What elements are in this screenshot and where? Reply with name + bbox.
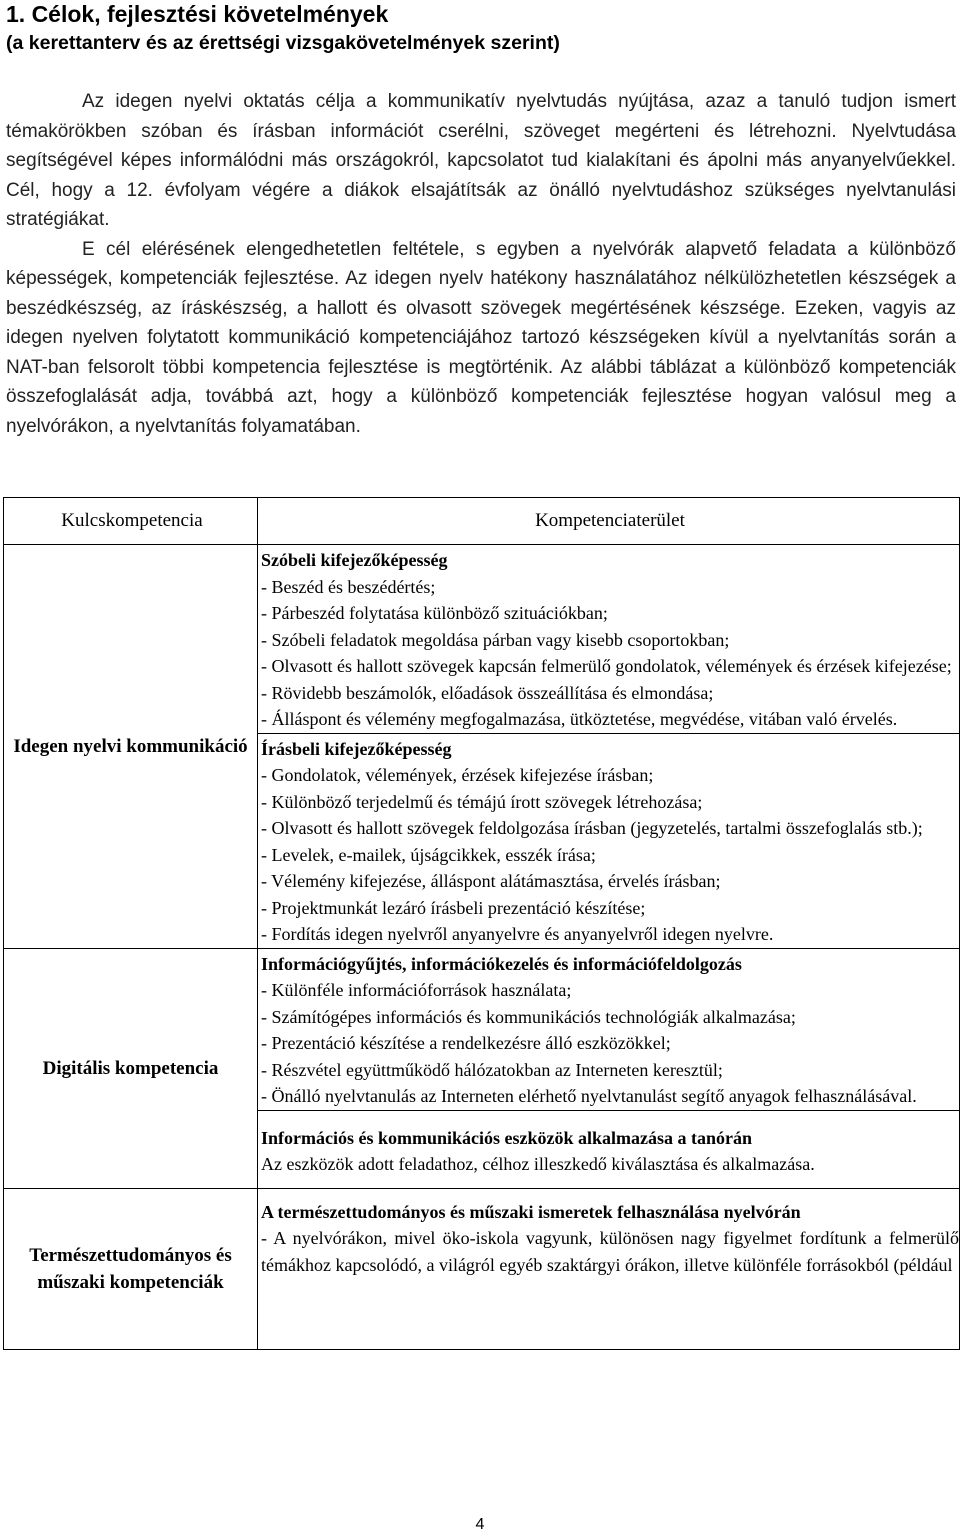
list-item: - Részvétel együttműködő hálózatokban az Interneten keresztül; <box>261 1059 723 1080</box>
intro-paragraph-2: E cél elérésének elengedhetetlen feltétele, s egyben a nyelvórák alapvető feladata a különböző képességek, kompetenciák fejlesztése. Az idegen nyelv hatékony használatához nélkülözhetetlen készségek a beszédkészség, az íráskészség, a hallott és olvasott szövegek megértésének készsége. Ezeken, vagyis az idegen nyelven folytatott kommunikáció kompetenciájához tartozó készségeken kívül a nyelvtanítás során a NAT-ban felsorolt többi kompetencia fejlesztése is megtörténik. Az alábbi táblázat a különböző kompetenciák összefoglalását adja, továbbá azt, hogy a különböző kompetenciák fejlesztése hogyan valósul meg a nyelvórákon, a nyelvtanítás folyamatában. <box>6 238 956 437</box>
list-item: - Rövidebb beszámolók, előadások összeállítása és elmondása; <box>261 682 714 703</box>
list-item: - Projektmunkát lezáró írásbeli prezentáció készítése; <box>261 897 646 918</box>
list-item: - Önálló nyelvtanulás az Interneten elérhető nyelvtanulást segítő anyagok felhasználásával. <box>261 1086 917 1106</box>
list-item: - Levelek, e-mailek, újságcikkek, esszék írása; <box>261 844 596 865</box>
competency-area-cell <box>258 1110 960 1188</box>
key-competency-cell <box>4 545 258 949</box>
competency-table <box>3 497 960 1350</box>
list-item: - Szóbeli feladatok megoldása párban vagy kisebb csoportokban; <box>261 629 730 650</box>
area-section <box>261 1125 959 1178</box>
key-competency-cell <box>4 948 258 1188</box>
area-section <box>261 736 959 948</box>
competency-area-cell <box>258 545 960 734</box>
key-competency-cell <box>4 1188 258 1349</box>
area-section-title: Információs és kommunikációs eszközök alkalmazása a tanórán <box>261 1127 753 1148</box>
area-section-title: Információgyűjtés, információkezelés és információfeldolgozás <box>261 953 742 974</box>
key-competency-label: Idegen nyelvi kommunikáció <box>13 735 248 757</box>
list-item: - Beszéd és beszédértés; <box>261 576 436 597</box>
header-competency-area: Kompetenciaterület <box>258 498 960 545</box>
table-row <box>4 948 960 1110</box>
page-number: 4 <box>475 1516 485 1533</box>
list-item: - Gondolatok, vélemények, érzések kifejezése írásban; <box>261 765 654 785</box>
list-item: - Különböző terjedelmű és témájú írott szövegek létrehozása; <box>261 791 703 812</box>
area-section-title: Szóbeli kifejezőképesség <box>261 550 448 570</box>
key-competency-label: Természettudományos és műszaki kompetenciák <box>29 1244 232 1293</box>
area-section-title: Írásbeli kifejezőképesség <box>261 738 452 759</box>
competency-area-cell <box>258 733 960 948</box>
list-item: - Olvasott és hallott szövegek kapcsán felmerülő gondolatok, vélemények és érzések kifejezése; <box>261 656 952 676</box>
list-item: - Párbeszéd folytatása különböző szituációkban; <box>261 603 608 623</box>
list-item: - Olvasott és hallott szövegek feldolgozása írásban (jegyzetelés, tartalmi összefoglalás stb.); <box>261 818 923 838</box>
area-section-title: A természettudományos és műszaki ismeretek felhasználása nyelvórán <box>261 1201 801 1222</box>
list-item: - Vélemény kifejezése, álláspont alátámasztása, érvelés írásban; <box>261 871 721 891</box>
list-item: - Prezentáció készítése a rendelkezésre álló eszközökkel; <box>261 1033 671 1053</box>
area-section <box>261 547 959 733</box>
key-competency-label: Digitális kompetencia <box>42 1057 219 1079</box>
section-title: 1. Célok, fejlesztési követelmények <box>6 1 389 27</box>
area-section <box>261 1199 959 1279</box>
list-item: - Különféle információforrások használata; <box>261 980 572 1000</box>
section-heading <box>6 0 956 58</box>
intro-text <box>6 87 956 441</box>
competency-area-cell <box>258 948 960 1110</box>
competency-area-cell <box>258 1188 960 1349</box>
table-row <box>4 545 960 734</box>
list-item: - A nyelvórákon, mivel öko-iskola vagyunk, különösen nagy figyelmet fordítunk a felmerülő témákhoz kapcsolódó, a világról egyéb szaktárgyi órákon, illetve különféle forrásokból (például <box>261 1228 959 1275</box>
list-item: - Fordítás idegen nyelvről anyanyelvre és anyanyelvről idegen nyelvre. <box>261 924 774 944</box>
table-header-row <box>4 498 960 545</box>
section-subtitle: (a kerettanterv és az érettségi vizsgakövetelmények szerint) <box>6 32 560 54</box>
intro-paragraph-1: Az idegen nyelvi oktatás célja a kommunikatív nyelvtudás nyújtása, azaz a tanuló tudjon ismert témakörökben szóban és írásban információt cserélni, szöveget megérteni és létrehozni. Nyelvtudása segítségével képes informálódni más országokról, kapcsolatot tud kialakítani és ápolni más anyanyelvűekkel. Cél, hogy a 12. évfolyam végére a diákok elsajátítsák az önálló nyelvtudáshoz szükséges nyelvtanulási stratégiákat. <box>6 91 956 230</box>
list-item: Az eszközök adott feladathoz, célhoz illeszkedő kiválasztása és alkalmazása. <box>261 1154 815 1174</box>
table-row <box>4 1188 960 1349</box>
list-item: - Álláspont és vélemény megfogalmazása, ütköztetése, megvédése, vitában való érvelés. <box>261 709 898 729</box>
header-key-competency: Kulcskompetencia <box>4 498 258 545</box>
area-section <box>261 951 959 1110</box>
list-item: - Számítógépes információs és kommunikációs technológiák alkalmazása; <box>261 1006 796 1027</box>
